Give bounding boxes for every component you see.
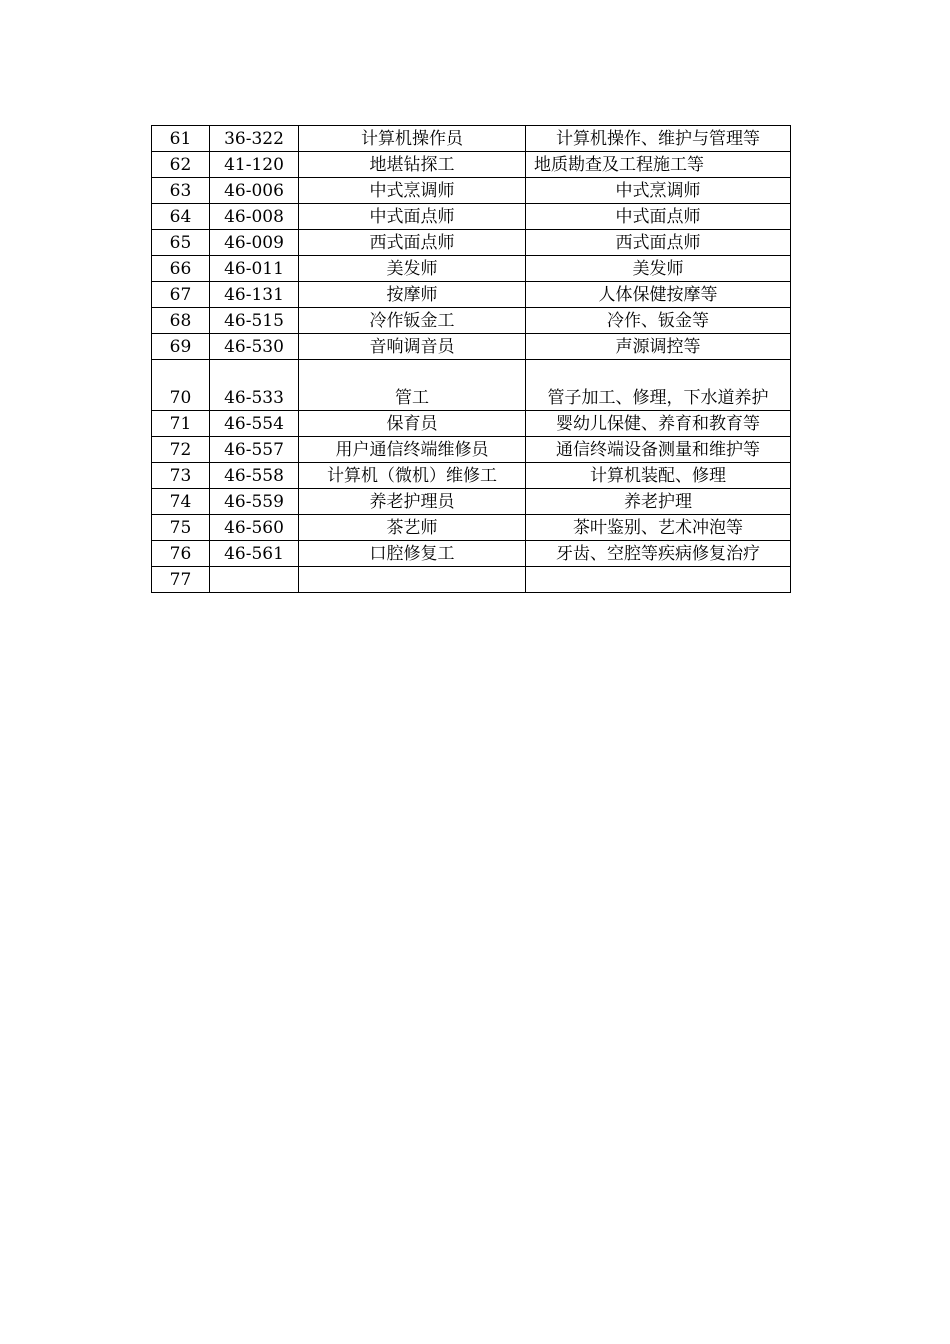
occupation-code-cell: 46-008 — [210, 204, 299, 230]
occupation-name-cell: 口腔修复工 — [299, 541, 526, 567]
occupation-code-cell: 41-120 — [210, 152, 299, 178]
occupation-code-cell: 46-559 — [210, 489, 299, 515]
row-number-cell: 64 — [152, 204, 210, 230]
occupation-name-cell: 按摩师 — [299, 282, 526, 308]
row-number-cell: 70 — [152, 360, 210, 411]
row-number-cell: 63 — [152, 178, 210, 204]
occupation-code-cell: 46-533 — [210, 360, 299, 411]
row-number-cell: 66 — [152, 256, 210, 282]
occupation-code-cell: 46-009 — [210, 230, 299, 256]
occupation-name-cell — [299, 567, 526, 593]
table-row — [152, 541, 791, 567]
row-number-cell: 74 — [152, 489, 210, 515]
table-row — [152, 282, 791, 308]
scope-cell: 中式面点师 — [526, 204, 791, 230]
scope-cell: 计算机操作、维护与管理等 — [526, 126, 791, 152]
scope-cell: 计算机装配、修理 — [526, 463, 791, 489]
scope-cell: 中式烹调师 — [526, 178, 791, 204]
table-row — [152, 360, 791, 411]
occupation-name-cell: 冷作钣金工 — [299, 308, 526, 334]
occupation-name-cell: 保育员 — [299, 411, 526, 437]
table-row — [152, 411, 791, 437]
occupation-code-cell: 46-011 — [210, 256, 299, 282]
occupation-name-cell: 茶艺师 — [299, 515, 526, 541]
scope-cell: 婴幼儿保健、养育和教育等 — [526, 411, 791, 437]
occupation-code-cell: 46-561 — [210, 541, 299, 567]
occupation-code-cell: 46-554 — [210, 411, 299, 437]
table-row — [152, 308, 791, 334]
occupation-name-cell: 计算机操作员 — [299, 126, 526, 152]
table-row — [152, 152, 791, 178]
row-number-cell: 75 — [152, 515, 210, 541]
occupation-code-cell: 46-558 — [210, 463, 299, 489]
scope-cell: 茶叶鉴别、艺术冲泡等 — [526, 515, 791, 541]
occupation-code-cell: 46-515 — [210, 308, 299, 334]
occupation-name-cell: 美发师 — [299, 256, 526, 282]
occupation-code-cell: 46-006 — [210, 178, 299, 204]
table-row — [152, 437, 791, 463]
occupation-name-cell: 计算机（微机）维修工 — [299, 463, 526, 489]
scope-cell: 管子加工、修理，下水道养护 — [526, 360, 791, 411]
table-row — [152, 463, 791, 489]
occupation-name-cell: 西式面点师 — [299, 230, 526, 256]
row-number-cell: 62 — [152, 152, 210, 178]
table-row — [152, 126, 791, 152]
scope-cell: 牙齿、空腔等疾病修复治疗 — [526, 541, 791, 567]
occupation-code-cell — [210, 567, 299, 593]
row-number-cell: 61 — [152, 126, 210, 152]
occupation-code-cell: 46-557 — [210, 437, 299, 463]
row-number-cell: 71 — [152, 411, 210, 437]
scope-cell: 美发师 — [526, 256, 791, 282]
scope-cell: 人体保健按摩等 — [526, 282, 791, 308]
row-number-cell: 69 — [152, 334, 210, 360]
occupation-name-cell: 管工 — [299, 360, 526, 411]
table-row — [152, 567, 791, 593]
occupation-code-cell: 46-530 — [210, 334, 299, 360]
occupation-name-cell: 中式烹调师 — [299, 178, 526, 204]
row-number-cell: 76 — [152, 541, 210, 567]
scope-cell: 声源调控等 — [526, 334, 791, 360]
table-row — [152, 515, 791, 541]
occupation-name-cell: 用户通信终端维修员 — [299, 437, 526, 463]
row-number-cell: 73 — [152, 463, 210, 489]
occupation-code-cell: 46-131 — [210, 282, 299, 308]
row-number-cell: 72 — [152, 437, 210, 463]
scope-cell — [526, 567, 791, 593]
table-row — [152, 230, 791, 256]
table-row — [152, 334, 791, 360]
scope-cell: 通信终端设备测量和维护等 — [526, 437, 791, 463]
scope-cell: 西式面点师 — [526, 230, 791, 256]
row-number-cell: 77 — [152, 567, 210, 593]
row-number-cell: 68 — [152, 308, 210, 334]
scope-cell: 冷作、钣金等 — [526, 308, 791, 334]
table-row — [152, 204, 791, 230]
occupation-code-cell: 36-322 — [210, 126, 299, 152]
table-row — [152, 256, 791, 282]
occupation-name-cell: 养老护理员 — [299, 489, 526, 515]
occupation-name-cell: 音响调音员 — [299, 334, 526, 360]
row-number-cell: 65 — [152, 230, 210, 256]
table-row — [152, 178, 791, 204]
scope-cell: 养老护理 — [526, 489, 791, 515]
occupation-name-cell: 中式面点师 — [299, 204, 526, 230]
occupation-table — [151, 125, 791, 593]
table-row — [152, 489, 791, 515]
occupation-name-cell: 地堪钻探工 — [299, 152, 526, 178]
scope-cell: 地质勘查及工程施工等 — [526, 152, 791, 178]
occupation-code-cell: 46-560 — [210, 515, 299, 541]
row-number-cell: 67 — [152, 282, 210, 308]
